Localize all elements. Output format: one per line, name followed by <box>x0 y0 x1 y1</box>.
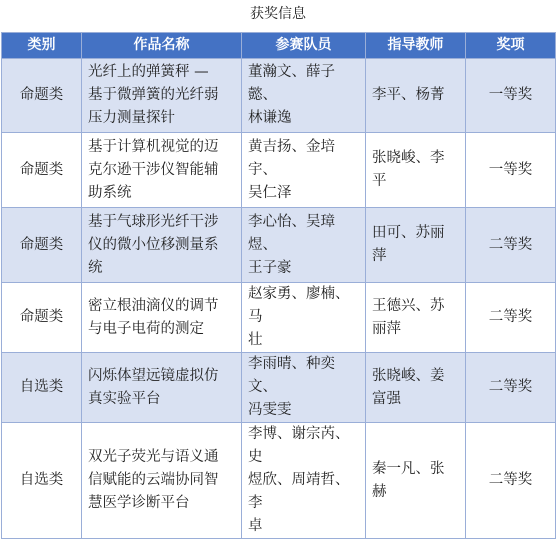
advisor-cell <box>366 59 466 133</box>
awards-table <box>1 32 556 539</box>
award-cell: 二等奖 <box>466 283 556 353</box>
members-cell-line: 煜欣、周靖哲、李 <box>248 472 350 511</box>
header-category: 类别 <box>2 33 82 59</box>
advisor-cell <box>366 283 466 353</box>
awards-body <box>2 59 556 539</box>
members-cell-line: 壮 <box>248 332 263 348</box>
table-row <box>2 423 556 539</box>
work-title-cell-line: 统 <box>88 259 103 276</box>
award-cell: 一等奖 <box>466 59 556 133</box>
advisor-cell-line: 丽萍 <box>372 320 401 337</box>
work-title-cell-line: 基于微弹簧的光纤弱 <box>88 87 219 103</box>
members-cell-line: 冯雯雯 <box>248 402 292 418</box>
members-cell-line: 董瀚文、薛子懿、 <box>248 64 335 103</box>
members-cell-line: 李心怡、吴璋煜、 <box>248 213 335 253</box>
members-cell-line: 王子豪 <box>248 259 292 276</box>
advisor-cell-line: 王德兴、苏 <box>372 297 445 314</box>
table-row <box>2 59 556 133</box>
award-cell: 二等奖 <box>466 208 556 283</box>
members-cell-line: 李博、谢宗芮、史 <box>248 426 350 465</box>
table-row <box>2 353 556 423</box>
advisor-cell-line: 秦一凡、张 <box>372 460 445 477</box>
work-title-cell-line: 仪的微小位移测量系 <box>88 236 219 253</box>
work-title-cell-line: 信赋能的云端协同智 <box>88 472 219 488</box>
advisor-cell <box>366 133 466 208</box>
advisor-cell <box>366 353 466 423</box>
category-cell: 命题类 <box>2 133 82 208</box>
work-title-cell <box>82 59 242 133</box>
members-cell <box>242 423 366 539</box>
members-cell <box>242 208 366 283</box>
award-cell: 二等奖 <box>466 353 556 423</box>
category-cell: 命题类 <box>2 283 82 353</box>
category-cell: 命题类 <box>2 208 82 283</box>
table-row <box>2 208 556 283</box>
category-cell: 自选类 <box>2 423 82 539</box>
award-cell: 二等奖 <box>466 423 556 539</box>
advisor-cell <box>366 208 466 283</box>
work-title-cell-line: 与电子电荷的测定 <box>88 320 204 337</box>
work-title-cell-line: 闪烁体望远镜虚拟仿 <box>88 367 219 384</box>
work-title-cell <box>82 208 242 283</box>
header-award: 奖项 <box>466 33 556 59</box>
advisor-cell-line: 张晓峻、姜 <box>372 367 445 384</box>
work-title-cell-line: 密立根油滴仪的调节 <box>88 297 219 314</box>
members-cell-line: 林谦逸 <box>248 110 292 126</box>
advisor-cell-line: 平 <box>372 173 387 189</box>
work-title-cell <box>82 133 242 208</box>
table-row <box>2 133 556 208</box>
category-cell: 命题类 <box>2 59 82 133</box>
work-title-cell-line: 助系统 <box>88 184 132 201</box>
work-title-cell-line: 基于计算机视觉的迈 <box>88 138 219 155</box>
header-work-title: 作品名称 <box>82 33 242 59</box>
advisor-cell-line: 赫 <box>372 483 387 500</box>
advisor-cell-line: 田可、苏丽 <box>372 225 445 241</box>
award-cell: 一等奖 <box>466 133 556 208</box>
members-cell <box>242 283 366 353</box>
work-title-cell <box>82 283 242 353</box>
advisor-cell-line: 李平、杨菁 <box>372 87 445 103</box>
members-cell <box>242 353 366 423</box>
advisor-cell <box>366 423 466 539</box>
work-title-cell-line: 真实验平台 <box>88 390 161 407</box>
work-title-cell-line: 慧医学诊断平台 <box>88 495 190 511</box>
members-cell-line: 黄吉扬、金培宇、 <box>248 138 335 178</box>
table-row <box>2 283 556 353</box>
header-row <box>2 33 556 59</box>
advisor-cell-line: 富强 <box>372 390 401 407</box>
work-title-cell-line: 克尔逊干涉仪智能辅 <box>88 161 219 178</box>
members-cell-line: 卓 <box>248 518 263 534</box>
advisor-cell-line: 张晓峻、李 <box>372 150 445 166</box>
members-cell-line: 吴仁泽 <box>248 184 292 201</box>
category-cell: 自选类 <box>2 353 82 423</box>
members-cell <box>242 59 366 133</box>
work-title-cell <box>82 353 242 423</box>
header-members: 参赛队员 <box>242 33 366 59</box>
table-caption: 获奖信息 <box>250 6 306 22</box>
work-title-cell-line: 双光子荧光与语义通 <box>88 449 219 465</box>
work-title-cell <box>82 423 242 539</box>
advisor-cell-line: 萍 <box>372 248 387 264</box>
work-title-cell-line: 基于气球形光纤干涉 <box>88 213 219 230</box>
work-title-cell-line: 压力测量探针 <box>88 110 175 126</box>
members-cell-line: 赵家勇、廖楠、马 <box>248 286 350 325</box>
work-title-cell-line: 光纤上的弹簧秤 — <box>88 64 209 80</box>
members-cell-line: 李雨晴、种奕文、 <box>248 356 335 395</box>
members-cell <box>242 133 366 208</box>
header-advisor: 指导教师 <box>366 33 466 59</box>
